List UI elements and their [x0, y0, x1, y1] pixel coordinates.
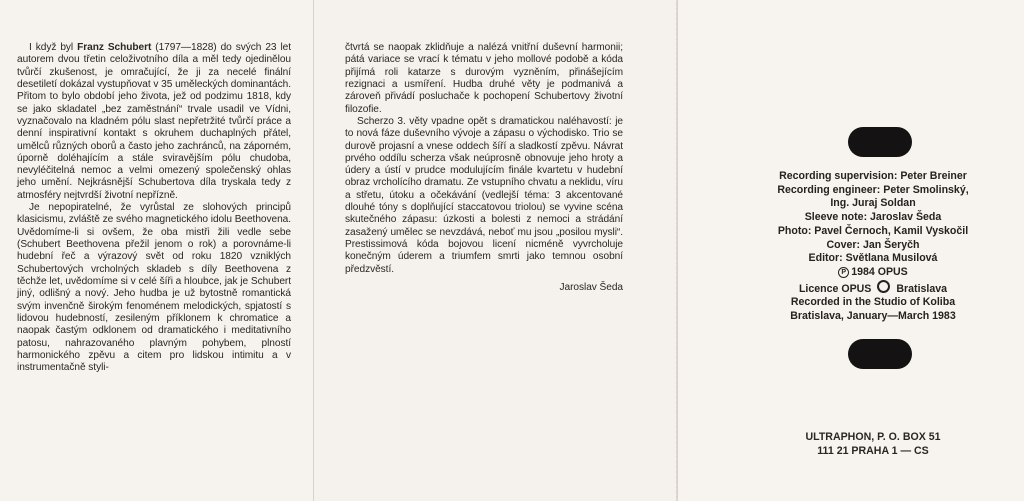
credits: [748, 170, 998, 324]
credit-line: Ing. Juraj Soldan: [830, 197, 916, 210]
licence-text: Licence OPUS: [798, 282, 872, 295]
paragraph: Scherzo 3. věty vpadne opět s dramatickou naléhavostí: je to nová fáze duševního vývoje a zápasu o východisko. Trio se durově projasní a vnese oddech šíří a sladkostí zpěvu. Návrat prvého oddílu scherza však neúprosně obnovuje jeho hroty a údery a ústí v prudce modulujícím finále kvartetu v hudební obraz vrcholícího dramatu. Ze vstupního chvatu a neklidu, víru a střetu, útoku a očekávání (vedlejší téma: 3 akcentované dlouhé tóny s doplňující staccatovou triolou) se vyvine scéna skutečného zápasu: úzkosti a bolesti z nemoci a strádání zasažený umělec se nevzdává, neboť mu jsou „posilou mysli“. Prestissimová kóda bojovou licení nicméně vyvrcholuje konečným úderem a triumfem smrti jako temnou osobní předzvěstí.: [345, 115, 623, 275]
recorded-line: Bratislava, January—March 1983: [790, 310, 956, 323]
address-line: 111 21 PRAHA 1 — CS: [817, 445, 929, 457]
sleeve-note-left: [17, 42, 291, 374]
credit-line: Photo: Pavel Černoch, Kamil Vyskočil: [777, 224, 969, 237]
fold-line: [313, 0, 314, 501]
punch-hole: [848, 127, 912, 157]
signature: Jaroslav Šeda: [559, 281, 623, 293]
credit-line: Recording engineer: Peter Smolinský,: [777, 183, 969, 196]
phonogram-icon: P: [838, 267, 849, 278]
sleeve-note-middle: [345, 42, 623, 294]
address-line: ULTRAPHON, P. O. BOX 51: [805, 431, 941, 443]
composer-name: Franz Schubert: [77, 42, 152, 53]
label-logo-icon: [877, 280, 890, 293]
paragraph: [17, 42, 291, 202]
licence-line: [748, 280, 998, 297]
credit-line: Sleeve note: Jaroslav Šeda: [804, 211, 942, 224]
paragraph-text: I když byl: [29, 42, 78, 53]
publisher-address: [748, 430, 998, 458]
paragraph: [17, 202, 291, 374]
paragraph: čtvrtá se naopak zklidňuje a nalézá vnitřní duševní harmonii; pátá variace se vrací k tématu v jeho mollové podobě a kóda přijímá roli katarze s durovým vyzněním, přinášejícím rezignaci a usmíření. Hudba druhé věty je podmanivá a zároveň přivádí posluchače k pochopení Schubertovy životní filozofie.: [345, 42, 623, 115]
credit-line: Editor: Světlana Musilová: [808, 252, 938, 265]
phonogram-text: 1984 OPUS: [851, 265, 908, 278]
paragraph-text: Je nepopiratelné, že vyrůstal ze slohových principů klasicismu, zvláště ze svého magnetického idolu Beethovena. Uvědomíme-li si ovšem, že oba mistři žili vedle sebe (Schubert Beethovena přežil jenom o rok) a porovnáme-li hudební řeč a výrazový svět od roku 1820 vzniklých Schubertových vrcholných skladeb s díly Beethovena z těchže let, uvědomíme si v celé šíři a hloubce, jak je Schubert jiný, odlišný a nový. Jeho hudba je už bytostně romantická svým invenčně širokým fenoménem melodických, spjatostí s lidovou hudebností, zesileným příklonem k chromatice a naopak častým odklonem od dramatického i meditativního patosu, nahrazovaného plavným pohybem, plností harmonického zpěvu a citem pro lidskou intimitu a v instrumentačně styli-: [17, 202, 291, 374]
credit-line: Cover: Jan Šeryčh: [826, 238, 920, 251]
recorded-line: Recorded in the Studio of Koliba: [790, 296, 956, 309]
punch-hole: [848, 339, 912, 369]
paragraph-text: (1797—1828) do svých 23 let autorem dvou třetin celoživotního díla a měl tedy ojedinělou tvůrčí zkušenost, je omračující, že ji za necelé finální desetiletí dokázal vystupňovat v 35 uměleckých dominantách. Přitom to bylo období jeho života, jež od podzimu 1818, kdy se jako skladatel „bez zaměstnání“ trvale usadil ve Vídni, vyznačovalo na kladném pólu slast nepřetržité tvůrčí práce a denní inspirativní kontakt s okruhem duchaplných přátel, umělců různých oborů a často jeho zachránců, na záporném, úporně doléhajícím a stále sviravějším pólu chudoba, nevyléčitelná nemoc a velmi omezený společenský ohlas jeho umění. Nejkrásnější Schubertova díla tryskala tedy z atmosféry nejtvrdší životní nepřízně.: [17, 42, 292, 201]
phonogram-line: [748, 266, 998, 280]
credit-line: Recording supervision: Peter Breiner: [779, 170, 967, 182]
fold-line: [676, 0, 678, 501]
licence-city: Bratislava: [896, 282, 948, 295]
